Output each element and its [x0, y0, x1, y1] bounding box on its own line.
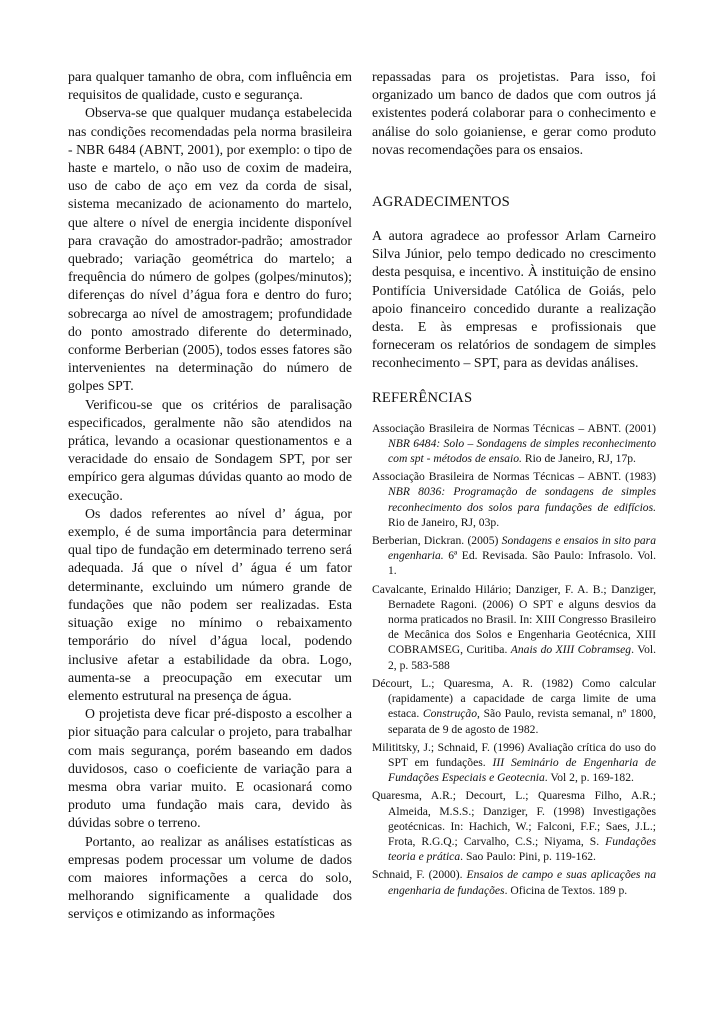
- body-paragraph: para qualquer tamanho de obra, com influência em requisitos de qualidade, custo e segurança.: [68, 69, 352, 103]
- reference-entry: Cavalcante, Erinaldo Hilário; Danziger, F. A. B.; Danziger, Bernadete Ragoni. (2006) O SPT e alguns desvios da norma praticados no Brasil. In: XIII Congresso Brasileiro de Mecânica dos Solos e Engenharia Geotécnica, XIII COBRAMSEG, Curitiba. Anais do XIII Cobramseg. Vol. 2, p. 583-588: [372, 582, 656, 672]
- references-list: [372, 421, 656, 898]
- left-column: [68, 68, 352, 924]
- reference-entry: Berberian, Dickran. (2005) Sondagens e ensaios in sito para engenharia. 6ª Ed. Revisada. São Paulo: Infrasolo. Vol. 1.: [372, 534, 656, 578]
- references-heading: REFERÊNCIAS: [372, 389, 473, 406]
- acknowledgements-heading: AGRADECIMENTOS: [372, 194, 510, 211]
- reference-entry: Associação Brasileira de Normas Técnicas – ABNT. (2001) NBR 6484: Solo – Sondagens de simples reconhecimento com spt - métodos de ensaio. Rio de Janeiro, RJ, 17p.: [372, 421, 656, 466]
- reference-entry: Décourt, L.; Quaresma, A. R. (1982) Como calcular (rapidamente) a capacidade de carga limite de uma estaca. Construção, São Paulo, revista semanal, nº 1800, separata de 9 de agosto de 1982.: [372, 676, 656, 736]
- acknowledgements-paragraph: A autora agradece ao professor Arlam Carneiro Silva Júnior, pelo tempo dedicado no crescimento desta pesquisa, e incentivo. À instituição de ensino Pontifícia Universidade Católica de Goiás, pelo apoio financeiro concedido durante a realização desta. E às empresas e profissionais que forneceram os relatórios de sondagem de simples reconhecimento – SPT, para as devidas análises.: [372, 228, 656, 371]
- body-paragraph: Portanto, ao realizar as análises estatísticas as empresas podem processar um volume de dados com maiores informações a cerca do solo, melhorando significamente a qualidade dos serviços e otimizando as informações: [68, 833, 352, 922]
- body-paragraph: Os dados referentes ao nível d’ água, por exemplo, é de suma importância para determinar qual tipo de fundação em determinado terreno será adequada. Já que o nível d’ água é um fator determinante, excluindo um número grande de fundações que não podem ser realizadas. Esta situação exige no mínimo o rebaixamento temporário do nível d’água local, podendo inclusive afetar a estabilidade da obra. Logo, aumenta-se a preocupação em executar um elemento estrutural na presença de água.: [68, 505, 352, 703]
- body-paragraph: Verificou-se que os critérios de paralisação especificados, geralmente não são atendidos na prática, levando a ocasionar questionamentos e a veracidade do ensaio de Sondagem SPT, por ser empírico gera algumas dúvidas quanto ao modo de execução.: [68, 396, 352, 503]
- reference-entry: Associação Brasileira de Normas Técnicas – ABNT. (1983) NBR 8036: Programação de sondagens de simples reconhecimento dos solos para fundações de edifícios. Rio de Janeiro, RJ, 03p.: [372, 470, 656, 529]
- right-column: [372, 68, 656, 901]
- body-paragraph: O projetista deve ficar pré-disposto a escolher a pior situação para calcular o projeto, para trabalhar com mais segurança, porém baseando em dados duvidosos, caso o coeficiente de variação para a mesma obra variar muito. E ocasionará como produto uma fundação mais cara, devido às dúvidas sobre o terreno.: [68, 706, 352, 831]
- reference-entry: Milititsky, J.; Schnaid, F. (1996) Avaliação crítica do uso do SPT em fundações. III Seminário de Engenharia de Fundações Especiais e Geotecnia. Vol 2, p. 169-182.: [372, 740, 656, 785]
- reference-entry: Schnaid, F. (2000). Ensaios de campo e suas aplicações na engenharia de fundações. Oficina de Textos. 189 p.: [372, 868, 656, 897]
- body-paragraph: repassadas para os projetistas. Para isso, foi organizado um banco de dados que com outros já existentes poderá colaborar para o conhecimento e análise do solo goianiense, e gerar como produto novas recomendações para os ensaios.: [372, 69, 656, 157]
- reference-entry: Quaresma, A.R.; Decourt, L.; Quaresma Filho, A.R.; Almeida, M.S.S.; Danziger, F. (1998) Investigações geotécnicas. In: Hachich, W.; Falconi, F.F.; Saes, J.L.; Frota, R.G.Q.; Carvalho, C.S.; Niyama, S. Fundações teoria e prática. Sao Paulo: Pini, p. 119-162.: [372, 789, 656, 864]
- body-paragraph: Observa-se que qualquer mudança estabelecida nas condições recomendadas pela norma brasileira - NBR 6484 (ABNT, 2001), por exemplo: o tipo de haste e martelo, o não uso de coxim de madeira, uso de cabo de aço em vez da corda de sisal, sistema mecanizado de acionamento do martelo, que altere o nível de energia incidente disponível para cravação do amostrador-padrão; amostrador quebrado; variação geométrica do martelo; a frequência do número de golpes (golpes/minutos); diferenças do nível d’água fora e dentro do furo; sobrecarga ao nível de amostragem; profundidade do ponto amostrado diferente do determinado, conforme Berberian (2005), todos esses fatores são intervenientes na determinação do número de golpes SPT.: [68, 105, 352, 394]
